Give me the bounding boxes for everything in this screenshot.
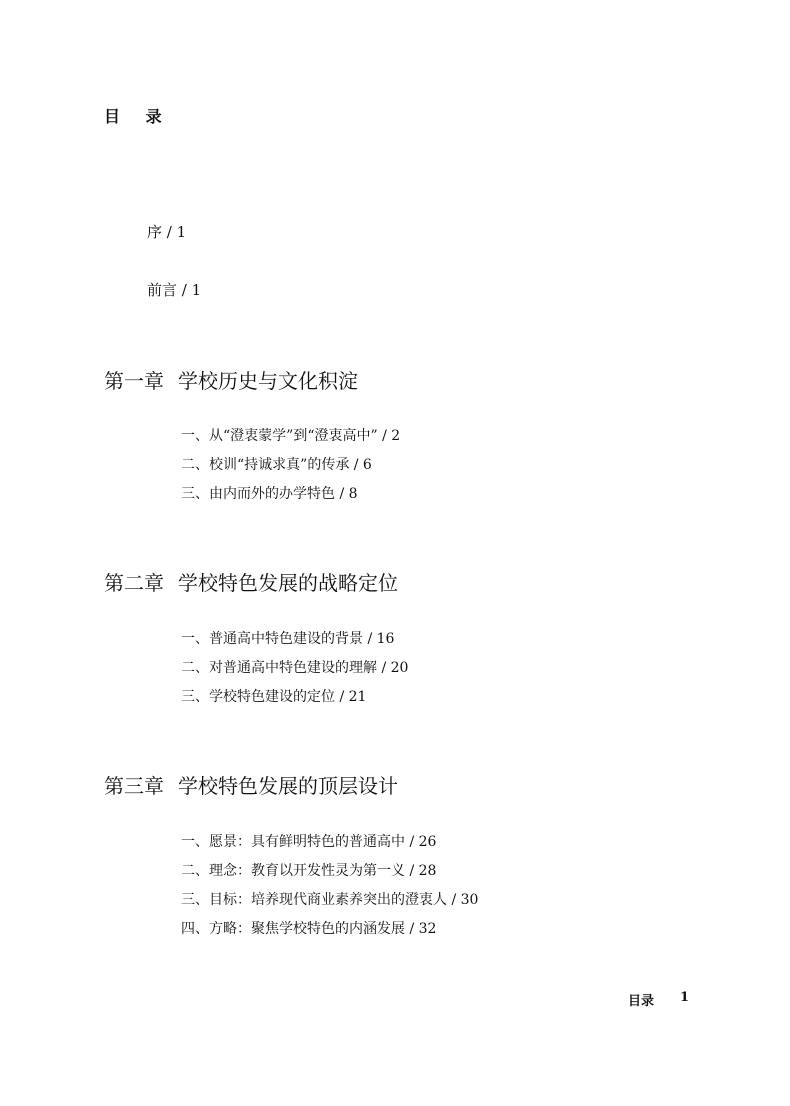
page-title: 目 录 — [104, 107, 172, 126]
chapter-number: 第一章 — [104, 369, 164, 393]
chapter-number: 第三章 — [104, 774, 164, 798]
toc-section: 二、理念：教育以开发性灵为第一义 / 28 — [181, 863, 437, 879]
toc-section: 一、普通高中特色建设的背景 / 16 — [181, 631, 395, 647]
chapter-title: 学校历史与文化积淀 — [178, 369, 358, 393]
toc-section: 二、校训“持诚求真”的传承 / 6 — [181, 457, 372, 473]
toc-section: 三、目标：培养现代商业素养突出的澄衷人 / 30 — [181, 892, 479, 908]
toc-item-foreword: 前言 / 1 — [147, 281, 202, 299]
chapter-2-heading — [104, 567, 398, 596]
toc-section: 三、学校特色建设的定位 / 21 — [181, 689, 367, 705]
toc-section: 一、愿景：具有鲜明特色的普通高中 / 26 — [181, 834, 437, 850]
chapter-title: 学校特色发展的顶层设计 — [178, 774, 398, 798]
toc-section: 三、由内而外的办学特色 / 8 — [181, 486, 358, 502]
toc-section: 二、对普通高中特色建设的理解 / 20 — [181, 660, 409, 676]
toc-section: 四、方略：聚焦学校特色的内涵发展 / 32 — [181, 921, 437, 937]
toc-item-preface: 序 / 1 — [147, 223, 187, 241]
toc-section: 一、从“澄衷蒙学”到“澄衷高中” / 2 — [181, 428, 401, 444]
footer-label: 目录 — [628, 994, 655, 1009]
page-number: 1 — [680, 990, 690, 1005]
chapter-title: 学校特色发展的战略定位 — [178, 571, 398, 595]
chapter-3-heading — [104, 770, 398, 799]
chapter-1-heading — [104, 365, 358, 394]
chapter-number: 第二章 — [104, 571, 164, 595]
